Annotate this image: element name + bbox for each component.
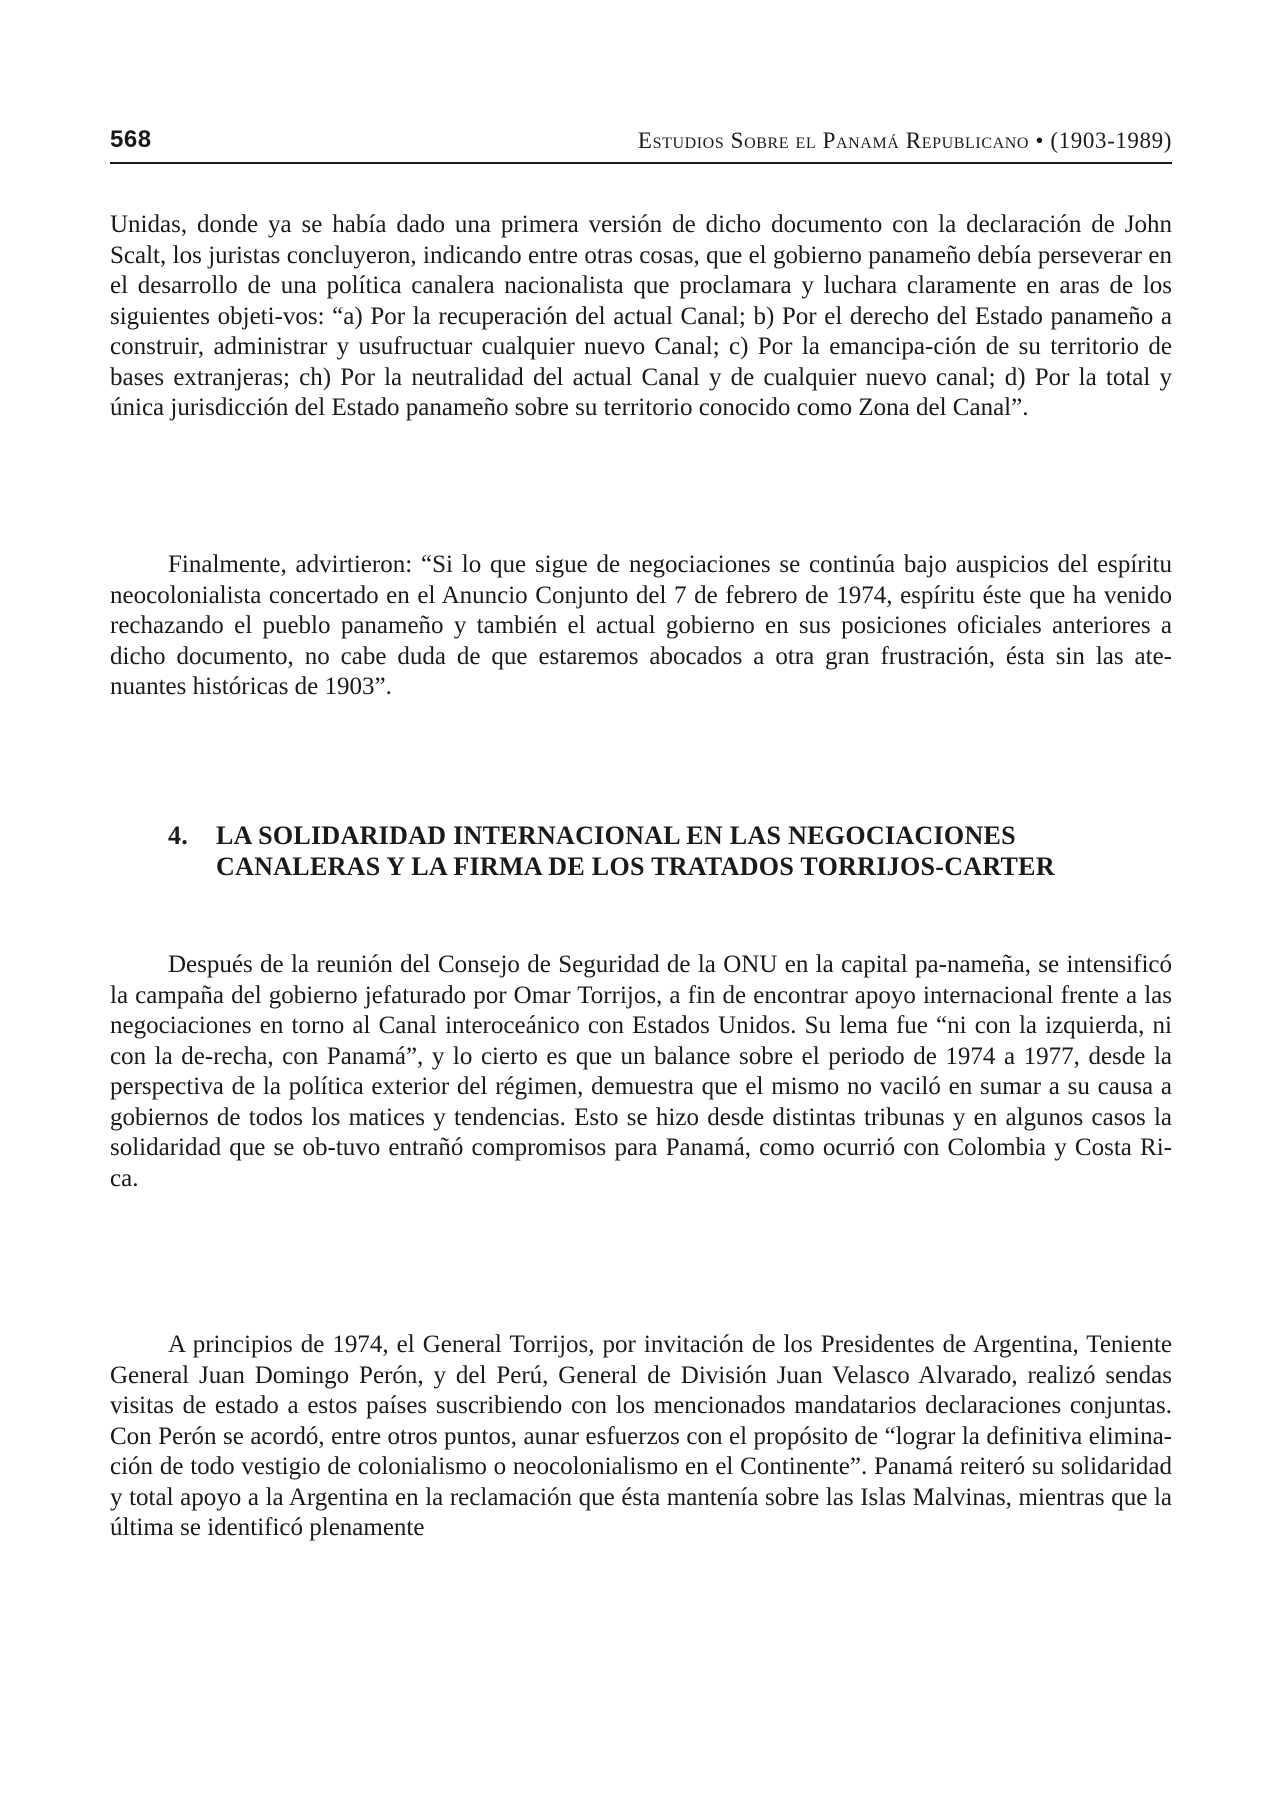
page-number: 568 <box>110 126 152 153</box>
section-number: 4. <box>168 821 189 850</box>
paragraph-2: Finalmente, advirtieron: “Si lo que sigue de negociaciones se continúa bajo auspicios del espíritu neocolonialista concertado en el Anuncio Conjunto del 7 de febrero de 1974, espíritu éste que ha venido rechazando el pueblo panameño y también el actual gobierno en sus posiciones oficiales anteriores a dicho documento, no cabe duda de que estaremos abocados a otra gran frustración, ésta sin las ate-nuantes históricas de 1903”. <box>110 551 1172 700</box>
paragraph-1: Unidas, donde ya se había dado una primera versión de dicho documento con la declaración de John Scalt, los juristas concluyeron, indicando entre otras cosas, que el gobierno panameño debía perseverar en el desarrollo de una política canalera nacionalista que proclamara y luchara claramente en aras de los siguientes objeti-vos: “a) Por la recuperación del actual Canal; b) Por el derecho del Estado panameño a construir, administrar y usufructuar cualquier nuevo Canal; c) Por la emancipa-ción de su territorio de bases extranjeras; ch) Por la neutralidad del actual Canal y de cualquier nuevo canal; d) Por la total y única jurisdicción del Estado panameño sobre su territorio conocido como Zona del Canal”. <box>110 211 1172 421</box>
section-title: LA SOLIDARIDAD INTERNACIONAL EN LAS NEGOCIACIONES CANALERAS Y LA FIRMA DE LOS TRATADOS TORRIJOS-CARTER <box>216 821 1055 881</box>
paragraph-3: Después de la reunión del Consejo de Seguridad de la ONU en la capital pa-nameña, se intensificó la campaña del gobierno jefaturado por Omar Torrijos, a fin de encontrar apoyo internacional frente a las negociaciones en torno al Canal interoceánico con Estados Unidos. Su lema fue “ni con la izquierda, ni con la de-recha, con Panamá”, y lo cierto es que un balance sobre el periodo de 1974 a 1977, desde la perspectiva de la política exterior del régimen, demuestra que el mismo no vaciló en sumar a su causa a gobiernos de todos los matices y tendencias. Esto se hizo desde distintas tribunas y en algunos casos la solidaridad que se ob-tuvo entrañó compromisos para Panamá, como ocurrió con Colombia y Costa Ri-ca. <box>110 951 1172 1192</box>
section-heading <box>168 820 1168 882</box>
paragraph-4: A principios de 1974, el General Torrijos, por invitación de los Presidentes de Argentina, Teniente General Juan Domingo Perón, y del Perú, General de División Juan Velasco Alvarado, realizó sendas visitas de estado a estos países suscribiendo con los mencionados mandatarios declaraciones conjuntas. Con Perón se acordó, entre otros puntos, aunar esfuerzos con el propósito de “lograr la definitiva elimina-ción de todo vestigio de colonialismo o neocolonialismo en el Continente”. Panamá reiteró su solidaridad y total apoyo a la Argentina en la reclamación que ésta mantenía sobre las Islas Malvinas, mientras que la última se identificó plenamente <box>110 1331 1172 1541</box>
running-title: Estudios Sobre el Panamá Republicano • (1903-1989) <box>637 128 1172 153</box>
page-header <box>110 118 1172 164</box>
